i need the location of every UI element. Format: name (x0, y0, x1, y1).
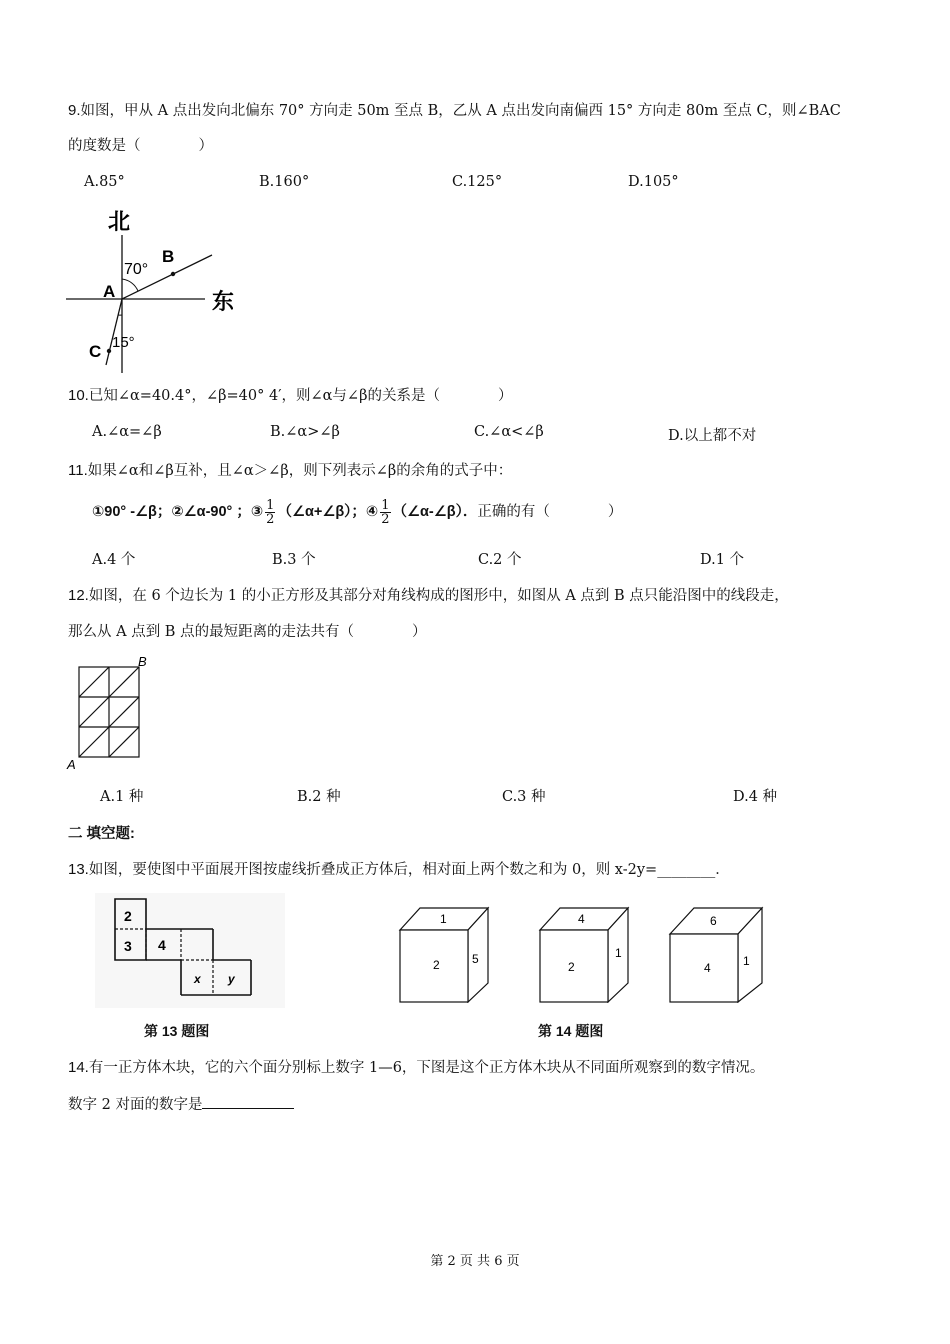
q11-frac2-numerator: 1 (381, 497, 390, 513)
q12-diagonal (79, 697, 109, 727)
q13-line (68, 860, 730, 880)
q14-text-line1: 有一正方体木块，它的六个面分别标上数字 1—6，下图是这个正方体木块从不同面所观察到的数字情况。 (88, 1060, 765, 1076)
q11-option-c: C.2 个 (478, 552, 522, 568)
q14-caption: 第 14 题图 (538, 1023, 604, 1039)
q14-text-line2: 数字 2 对面的数字是 (68, 1097, 203, 1113)
q9-point-c (107, 349, 111, 353)
q9-angle-70: 70° (124, 261, 149, 278)
q9-line1 (68, 101, 841, 121)
q9-east-label: 东 (212, 289, 235, 314)
q9-angle-15: 15° (112, 334, 135, 351)
q13-cell-x: x (194, 972, 201, 986)
q14-cube1-side: 5 (472, 952, 479, 966)
q11-line (68, 461, 512, 481)
q14-answer-blank[interactable] (202, 1094, 294, 1109)
q14-cube1-front: 2 (433, 958, 440, 972)
q14-number: 14. (68, 1059, 89, 1076)
q12-label-a: A (67, 757, 76, 772)
q11-frac1-denominator: 2 (266, 511, 275, 527)
q10-option-b: B.∠α>∠β (270, 424, 340, 440)
q14-line1 (68, 1058, 764, 1078)
q11-tail: 正确的有（ ） (477, 504, 623, 520)
q12-diagonal (109, 727, 139, 757)
q14-line2 (68, 1094, 294, 1115)
q11-number: 11. (68, 462, 88, 479)
q14-cube2-side: 1 (615, 946, 622, 960)
q13-cell-3: 3 (124, 938, 132, 954)
q11-frac1-numerator: 1 (266, 497, 275, 513)
q14-cube2-front: 2 (568, 960, 575, 974)
q9-label-c: C (89, 342, 102, 361)
q9-direction-figure (60, 205, 260, 375)
q11-fraction-1 (265, 499, 275, 526)
q9-text-line1: 如图，甲从 A 点出发向北偏东 70° 方向走 50m 至点 B，乙从 A 点出发向南偏西 15° 方向走 80m 至点 C，则∠BAC (80, 103, 841, 119)
q9-point-b (171, 272, 175, 276)
q12-label-b: B (138, 654, 147, 669)
q10-option-d: D.以上都不对 (668, 428, 757, 444)
q11-option-b: B.3 个 (272, 552, 316, 568)
q14-cube1-top: 1 (440, 912, 447, 926)
q9-angle-arc-north (122, 279, 138, 291)
q12-number: 12. (68, 587, 89, 604)
q14-cube3-side: 1 (743, 954, 750, 968)
page-footer: 第 2 页 共 6 页 (430, 1254, 520, 1269)
q9-text-line2: 的度数是（ ） (68, 138, 213, 154)
q9-option-a: A.85° (84, 174, 125, 190)
q9-label-a: A (103, 282, 116, 301)
q14-cube-3 (670, 908, 762, 1002)
q11-text: 如果∠α和∠β互补，且∠α＞∠β，则下列表示∠β的余角的式子中： (87, 463, 513, 479)
q12-option-c: C.3 种 (502, 789, 546, 805)
q11-expression-line (92, 494, 622, 530)
q13-text: 如图，要使图中平面展开图按虚线折叠成正方体后，相对面上两个数之和为 0，则 x-2y=________． (88, 862, 730, 878)
q12-diagonal (79, 727, 109, 757)
q14-cubes-figure (395, 905, 775, 1003)
q14-cube2-top: 4 (578, 912, 585, 926)
q9-option-b: B.160° (259, 174, 310, 190)
q14-cube3-front: 4 (704, 961, 711, 975)
q12-option-b: B.2 种 (297, 789, 341, 805)
q13-number: 13. (68, 861, 89, 878)
section-fill-in-title: 二 填空题: (68, 826, 135, 842)
q9-north-label: 北 (108, 209, 131, 234)
q13-cell-2: 2 (124, 908, 132, 924)
q12-option-a: A.1 种 (100, 789, 144, 805)
q11-expr-part3: （∠α-∠β）． (392, 504, 478, 520)
q9-option-c: C.125° (452, 174, 503, 190)
q14-cube-2 (540, 908, 628, 1002)
q13-cell-y: y (228, 972, 235, 986)
q12-line1 (68, 586, 789, 606)
q13-net-figure (95, 893, 285, 1008)
q10-line (68, 386, 512, 406)
q11-expr-part2: （∠α+∠β）；④ (277, 504, 379, 520)
q13-caption: 第 13 题图 (144, 1023, 210, 1039)
q12-diagonal (109, 667, 139, 697)
q11-option-a: A.4 个 (92, 552, 136, 568)
q10-number: 10. (68, 387, 89, 404)
q10-option-a: A.∠α=∠β (92, 424, 162, 440)
q12-text-line1: 如图，在 6 个边长为 1 的小正方形及其部分对角线构成的图形中，如图从 A 点到 B 点只能沿图中的线段走， (88, 588, 789, 604)
q9-label-b: B (162, 247, 175, 266)
q12-grid-figure (64, 652, 164, 772)
q11-frac2-denominator: 2 (381, 511, 390, 527)
q14-cube-1 (400, 908, 488, 1002)
q12-diagonal (109, 697, 139, 727)
q9-number: 9. (68, 102, 81, 119)
q11-expr-part1: ①90° -∠β；②∠α-90° ；③ (92, 504, 264, 520)
q9-option-d: D.105° (628, 174, 679, 190)
q10-option-c: C.∠α<∠β (474, 424, 544, 440)
q10-text: 已知∠α=40.4°，∠β=40° 4′，则∠α与∠β的关系是（ ） (88, 388, 513, 404)
q13-cell-4: 4 (158, 937, 166, 953)
q11-fraction-2 (380, 499, 390, 526)
q14-cube3-top: 6 (710, 914, 717, 928)
q12-diagonal (79, 667, 109, 697)
q9-ray-ac (106, 299, 122, 365)
q12-text-line2: 那么从 A 点到 B 点的最短距离的走法共有（ ） (68, 624, 427, 640)
q11-option-d: D.1 个 (700, 552, 745, 568)
q12-option-d: D.4 种 (733, 789, 778, 805)
